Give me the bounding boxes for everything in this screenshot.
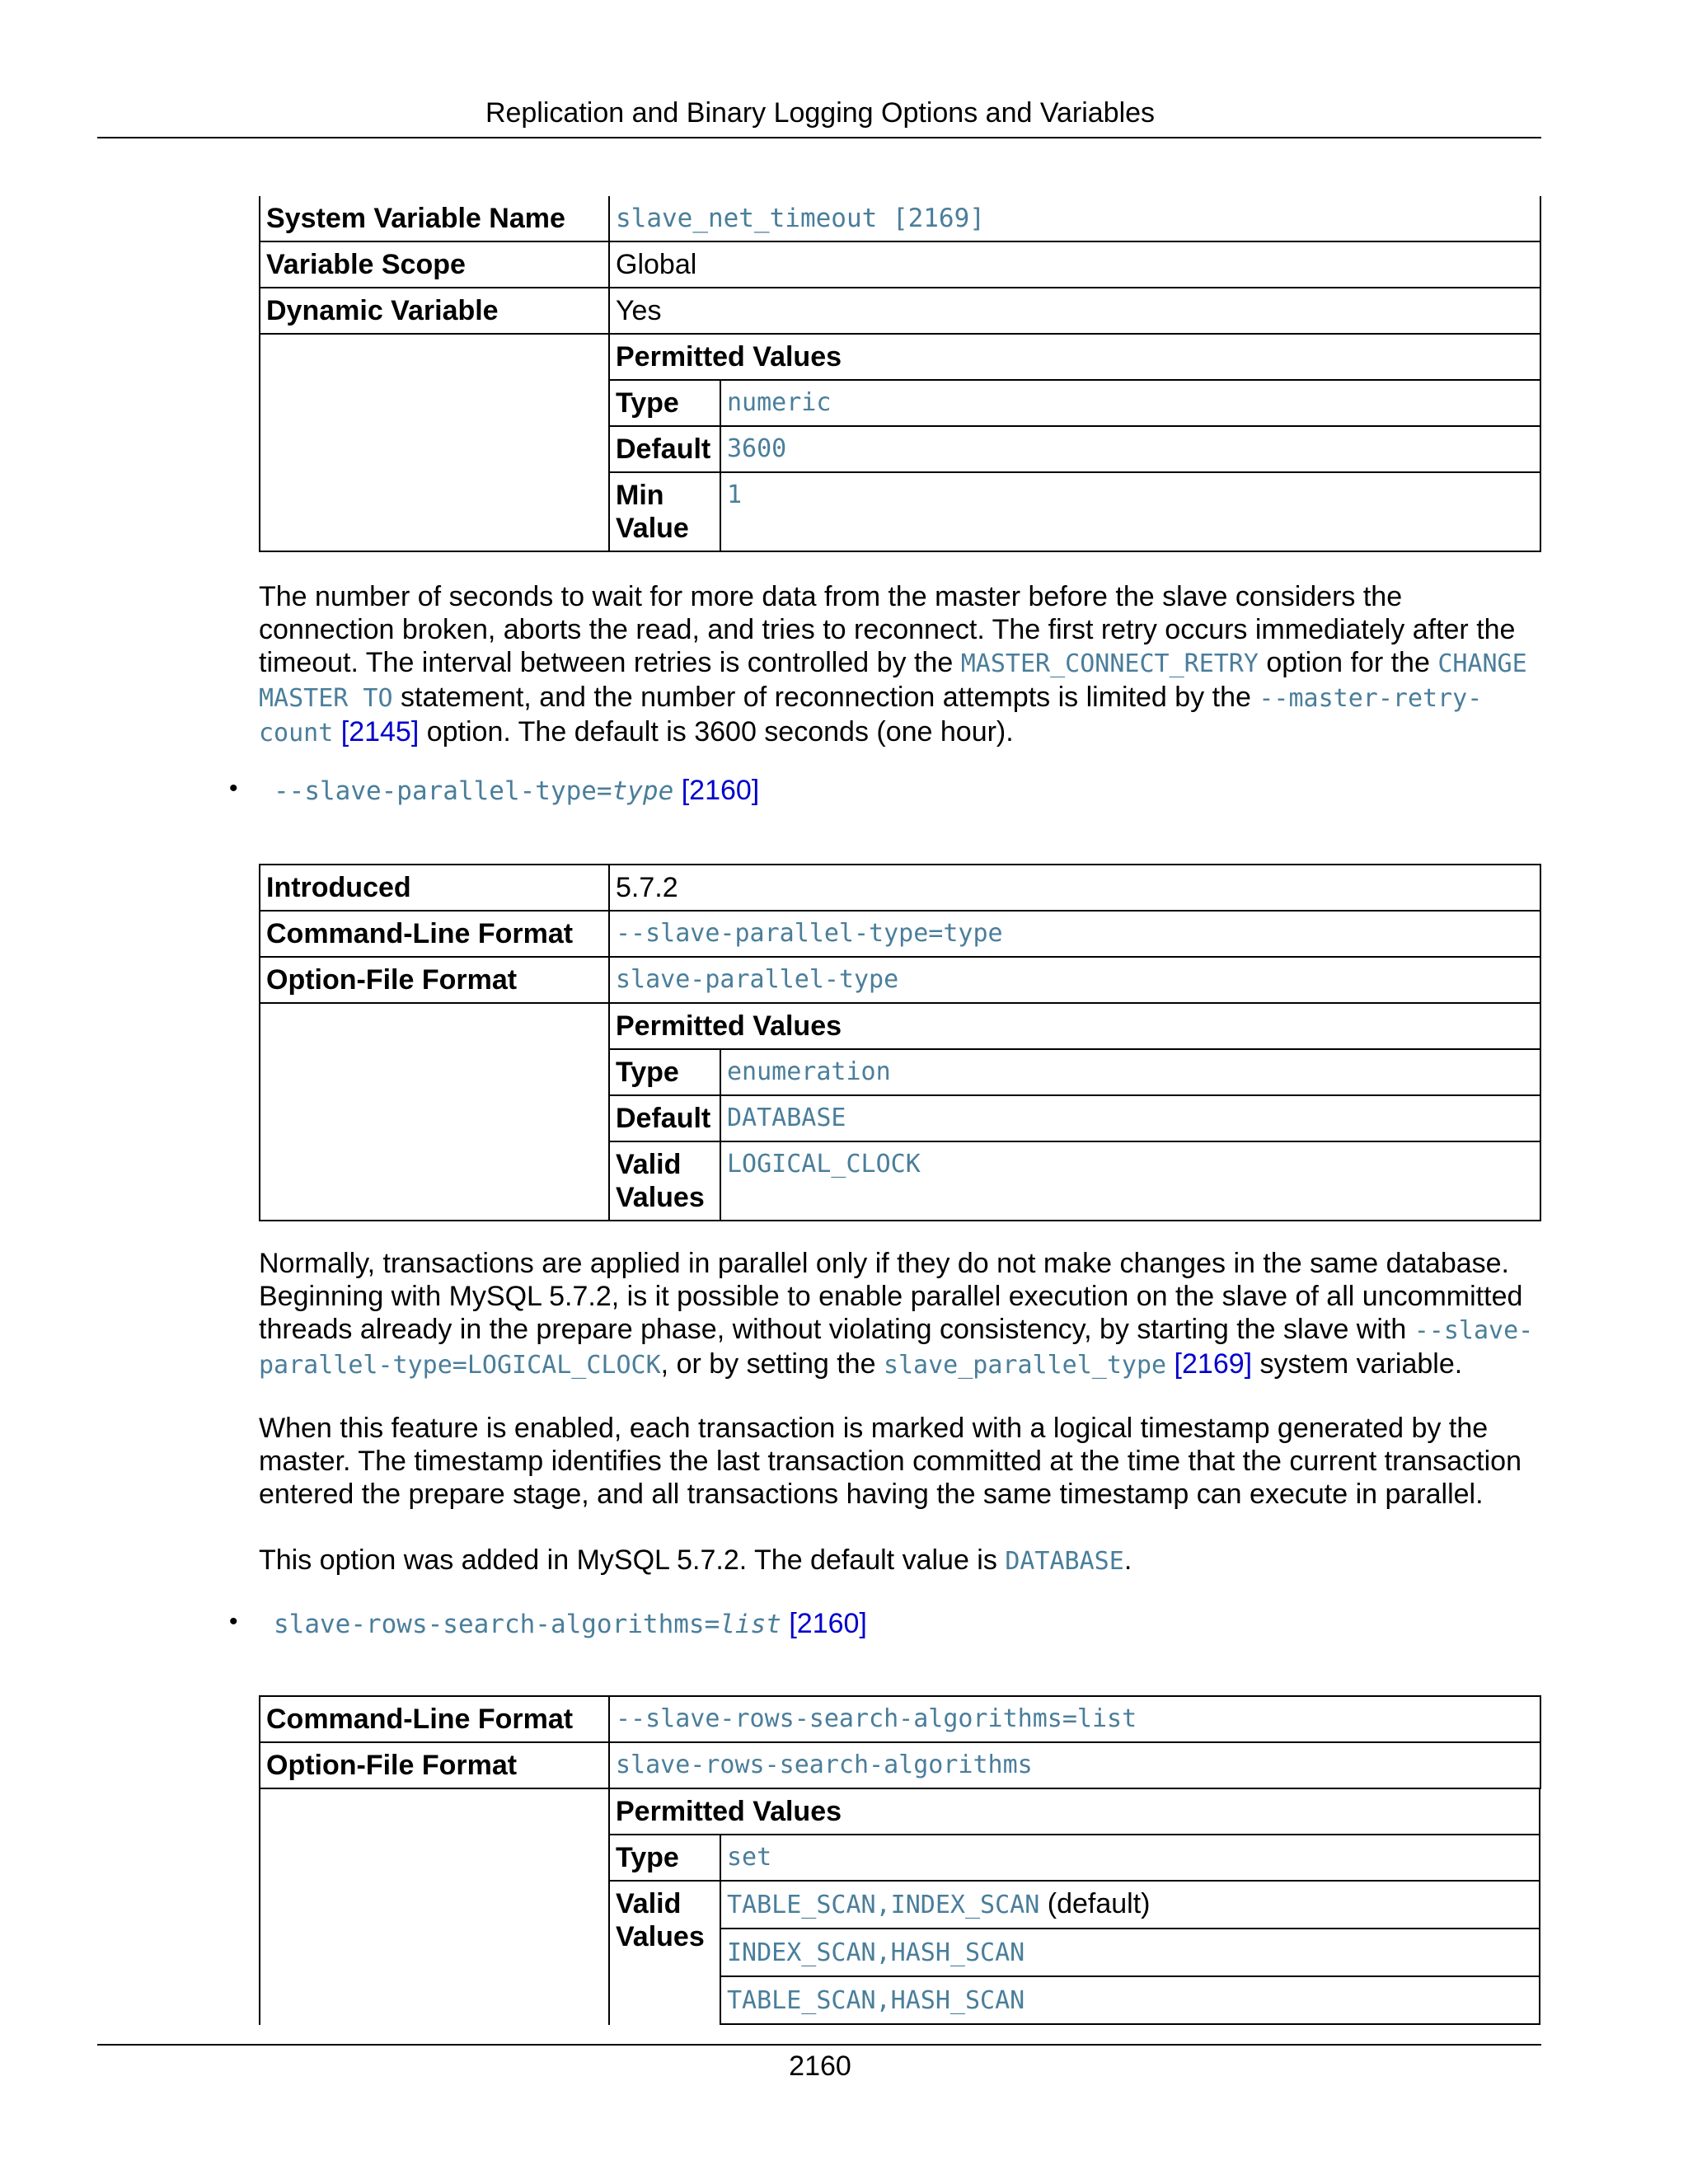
valid-value-code: INDEX_SCAN,HASH_SCAN bbox=[727, 1938, 1025, 1967]
row-value: slave-rows-search-algorithms bbox=[609, 1742, 1540, 1788]
logical-timestamp-description: When this feature is enabled, each transaction is marked with a logical timestamp generated by the master. The timestamp identifies the last transaction committed at the time that the current transaction entered the prepare stage, and all transactions having the same timestamp can execute in parallel. bbox=[259, 1413, 1522, 1510]
table-row bbox=[260, 1696, 1540, 1742]
pv-value: enumeration bbox=[720, 1050, 1540, 1095]
table-row bbox=[610, 1050, 1540, 1095]
code-database[interactable]: DATABASE bbox=[1005, 1547, 1124, 1576]
option-code-param[interactable]: type bbox=[612, 776, 674, 806]
pv-label: Type bbox=[610, 1835, 720, 1881]
pv-label: Default bbox=[610, 426, 720, 472]
code-logical-clock-option[interactable]: --slave-parallel-type=LOGICAL_CLOCK bbox=[259, 1316, 1534, 1380]
page-reference-link[interactable]: [2160] bbox=[781, 1608, 867, 1639]
table-row bbox=[260, 196, 1540, 241]
permitted-values-heading: Permitted Values bbox=[610, 1789, 1540, 1835]
code-change-master-to[interactable]: CHANGE MASTER TO bbox=[259, 649, 1527, 713]
table-row bbox=[610, 1929, 1540, 1976]
row-value: Yes bbox=[609, 288, 1540, 334]
pv-label: Type bbox=[610, 1050, 720, 1095]
header-rule bbox=[97, 137, 1541, 138]
empty-cell bbox=[260, 334, 609, 551]
row-value: 5.7.2 bbox=[609, 865, 1540, 911]
table-row bbox=[610, 426, 1540, 472]
text: option. The default is 3600 seconds (one hour). bbox=[419, 716, 1014, 748]
text: The number of seconds to wait for more data from the master before the slave considers the connection broken, aborts the read, and tries to reconnect. The first retry occurs immediately after the timeout. The interval between retries is controlled by the bbox=[259, 581, 1516, 678]
row-value[interactable]: slave_net_timeout [2169] bbox=[609, 196, 1540, 241]
permitted-values-row bbox=[260, 1788, 1540, 2025]
row-label: System Variable Name bbox=[260, 196, 609, 241]
table-row bbox=[610, 1141, 1540, 1220]
permitted-values-row bbox=[260, 334, 1540, 551]
table-row bbox=[610, 1881, 1540, 1929]
option-code-param[interactable]: list bbox=[720, 1610, 781, 1639]
row-label: Command-Line Format bbox=[260, 1696, 609, 1742]
pv-label: Valid Values bbox=[610, 1141, 720, 1220]
permitted-values-cell bbox=[609, 1788, 1540, 2025]
page-reference-link[interactable]: [2169] bbox=[1166, 1348, 1253, 1380]
page-number: 2160 bbox=[789, 2050, 851, 2082]
slave-rows-search-algorithms-option[interactable] bbox=[274, 1607, 867, 1641]
pv-value: numeric bbox=[720, 381, 1540, 426]
row-label: Dynamic Variable bbox=[260, 288, 609, 334]
valid-value-code: TABLE_SCAN,INDEX_SCAN bbox=[727, 1891, 1040, 1919]
permitted-values-heading: Permitted Values bbox=[610, 335, 1540, 381]
table-row bbox=[610, 472, 1540, 551]
text: system variable. bbox=[1252, 1348, 1463, 1380]
pv-value: set bbox=[720, 1835, 1540, 1881]
pv-label: Default bbox=[610, 1095, 720, 1141]
pv-value: 1 bbox=[720, 472, 1540, 551]
permitted-values-row bbox=[260, 1003, 1540, 1221]
bullet-icon: • bbox=[229, 775, 238, 802]
pv-value: LOGICAL_CLOCK bbox=[720, 1141, 1540, 1220]
row-value: --slave-parallel-type=type bbox=[609, 911, 1540, 957]
empty-cell bbox=[260, 1003, 609, 1221]
page-header-title: Replication and Binary Logging Options and Variables bbox=[485, 97, 1156, 129]
bullet-icon: • bbox=[229, 1608, 238, 1635]
pv-value: 3600 bbox=[720, 426, 1540, 472]
text: This option was added in MySQL 5.7.2. The default value is bbox=[259, 1544, 1006, 1576]
row-label: Option-File Format bbox=[260, 957, 609, 1003]
code-slave-parallel-type[interactable]: slave_parallel_type bbox=[883, 1351, 1167, 1380]
row-value: Global bbox=[609, 241, 1540, 288]
text: option for the bbox=[1258, 647, 1438, 678]
row-label: Introduced bbox=[260, 865, 609, 911]
option-code[interactable]: --slave-parallel-type= bbox=[274, 776, 612, 806]
permitted-values-table bbox=[610, 1835, 1540, 2025]
table-row bbox=[260, 911, 1540, 957]
text: . bbox=[1123, 1544, 1132, 1576]
table-row bbox=[260, 1742, 1540, 1788]
text: , or by setting the bbox=[660, 1348, 884, 1380]
pv-value bbox=[720, 1929, 1540, 1976]
permitted-values-heading: Permitted Values bbox=[610, 1004, 1540, 1050]
permitted-values-cell bbox=[609, 334, 1540, 551]
text: statement, and the number of reconnection attempts is limited by the bbox=[392, 682, 1259, 713]
slave-rows-search-algorithms-table bbox=[259, 1695, 1541, 2025]
table-row bbox=[260, 957, 1540, 1003]
table-row bbox=[260, 241, 1540, 288]
text: Normally, transactions are applied in parallel only if they do not make changes in the same database. Beginning with MySQL 5.7.2, is it possible to enable parallel execution on the slave of all uncommitted threads already in the prepare phase, without violating consistency, by starting the slave with bbox=[259, 1248, 1523, 1345]
permitted-values-table bbox=[610, 381, 1540, 551]
pv-value: DATABASE bbox=[720, 1095, 1540, 1141]
slave-parallel-type-description bbox=[259, 1247, 1545, 1382]
empty-cell bbox=[260, 1788, 609, 2025]
pv-label: Valid Values bbox=[610, 1881, 720, 2024]
permitted-values-cell bbox=[609, 1003, 1540, 1221]
permitted-values-table bbox=[610, 1050, 1540, 1220]
row-label: Command-Line Format bbox=[260, 911, 609, 957]
slave-net-timeout-description bbox=[259, 580, 1545, 750]
pv-value bbox=[720, 1881, 1540, 1929]
pv-label: Min Value bbox=[610, 472, 720, 551]
footer-rule bbox=[97, 2044, 1541, 2046]
valid-value-code: TABLE_SCAN,HASH_SCAN bbox=[727, 1986, 1025, 2015]
slave-net-timeout-table bbox=[259, 196, 1541, 552]
table-row bbox=[260, 865, 1540, 911]
table-row bbox=[610, 1976, 1540, 2024]
valid-value-note: (default) bbox=[1039, 1888, 1151, 1919]
table-row bbox=[610, 1095, 1540, 1141]
row-value: --slave-rows-search-algorithms=list bbox=[609, 1696, 1540, 1742]
code-master-connect-retry[interactable]: MASTER_CONNECT_RETRY bbox=[960, 649, 1259, 678]
option-code[interactable]: slave-rows-search-algorithms= bbox=[274, 1610, 720, 1639]
row-label: Option-File Format bbox=[260, 1742, 609, 1788]
table-row bbox=[610, 1835, 1540, 1881]
code-master-retry-count[interactable]: --master-retry-count bbox=[259, 684, 1483, 748]
pv-value bbox=[720, 1976, 1540, 2024]
page-reference-link[interactable]: [2160] bbox=[673, 775, 760, 806]
row-value: slave-parallel-type bbox=[609, 957, 1540, 1003]
table-row bbox=[610, 381, 1540, 426]
option-added-note bbox=[259, 1544, 1545, 1578]
page-reference-link[interactable]: [2145] bbox=[333, 716, 420, 748]
table-row bbox=[260, 288, 1540, 334]
row-label: Variable Scope bbox=[260, 241, 609, 288]
slave-parallel-type-table bbox=[259, 864, 1541, 1221]
pv-label: Type bbox=[610, 381, 720, 426]
slave-parallel-type-option[interactable] bbox=[274, 774, 759, 808]
